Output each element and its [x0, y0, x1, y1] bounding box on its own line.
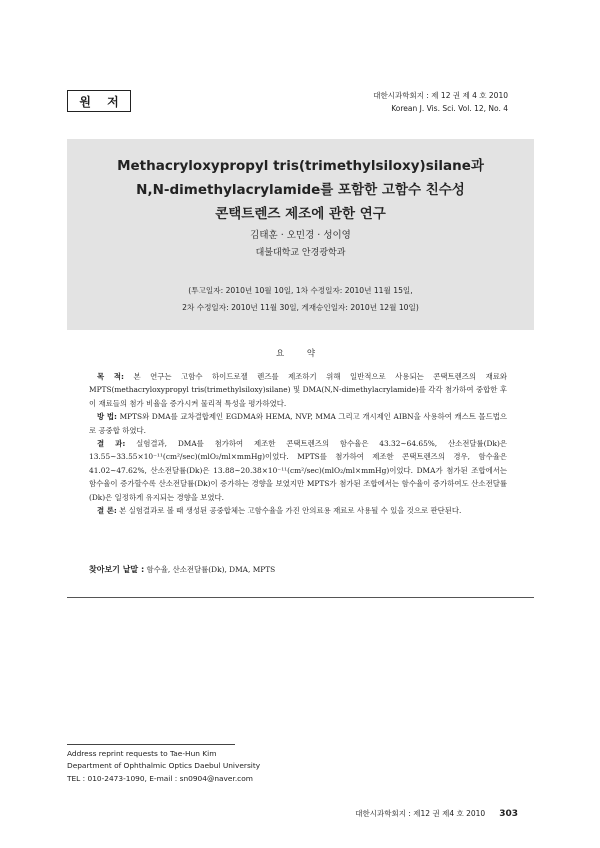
purpose-label: 목 적:	[97, 372, 124, 381]
authors: 김태훈 · 오민경 · 성이영	[250, 230, 351, 241]
purpose-text: 본 연구는 고함수 하이드로젤 렌즈를 제조하기 위해 일반적으로 사용되는 콘택트렌즈의 재료와 MPTS(methacryloxypropyl tris(trimethylsiloxy)silane) 및 DMA(N,N-dimethylacrylamide)를 각각 첨가하여 중합한 후 이 재료들의 첨가 비율을 증가시켜 물리적 특성을 평가하였다.	[89, 372, 507, 408]
dates-line-1: (투고일자: 2010년 10월 10일, 1차 수정일자: 2010년 11월 15일,	[188, 286, 413, 295]
abstract-methods	[89, 410, 507, 437]
submission-dates	[67, 282, 534, 316]
paper-title	[67, 154, 534, 226]
affiliation: 대불대학교 안경광학과	[255, 248, 346, 258]
footnote-line-2: Department of Ophthalmic Optics Daebul University	[67, 761, 261, 771]
dates-line-2: 2차 수정일자: 2010년 11월 30일, 게재승인일자: 2010년 12월 10일)	[182, 303, 419, 312]
abstract	[89, 370, 507, 517]
title-line-2: N,N-dimethylacrylamide를 포함한 고함수 친수성	[136, 182, 465, 198]
footnote	[67, 748, 367, 785]
journal-english: Korean J. Vis. Sci. Vol. 12, No. 4	[391, 104, 508, 113]
keywords-text: 함수율, 산소전달률(Dk), DMA, MPTS	[144, 565, 276, 574]
conclusion-label: 결 론:	[97, 506, 117, 516]
page-number: 303	[499, 809, 518, 819]
journal-korean: 대한시과학회지 : 제 12 권 제 4 호 2010	[373, 91, 508, 100]
title-line-1: Methacryloxypropyl tris(trimethylsiloxy)silane과	[117, 158, 484, 174]
results-label: 결 과:	[97, 439, 126, 449]
summary-heading: 요 약	[275, 349, 326, 359]
article-type-badge: 원 저	[67, 90, 131, 112]
footer-journal: 대한시과학회지 : 제12 권 제4 호 2010	[355, 809, 486, 818]
abstract-purpose	[89, 370, 507, 410]
journal-header	[373, 89, 508, 115]
title-line-3: 콘택트렌즈 제조에 관한 연구	[215, 206, 386, 222]
methods-label: 방 법:	[97, 412, 118, 422]
footnote-line-1: Address reprint requests to Tae-Hun Kim	[67, 749, 217, 758]
keywords-label: 찾아보기 낱말 :	[89, 565, 145, 574]
keywords	[89, 564, 507, 575]
abstract-results	[89, 437, 507, 504]
section-divider	[67, 597, 534, 598]
results-text: 실험결과, DMA를 첨가하여 제조한 콘택트렌즈의 함수율은 43.32~64.65%, 산소전달률(Dk)은 13.55~33.55×10⁻¹¹(cm²/sec)(mlO₂/ml×mmHg)이었다. MPTS를 첨가하여 제조한 콘택트렌즈의 경우, 함수율은 41.02~47.62%, 산소전달률(Dk)은 13.88~20.38×10⁻¹¹(cm²/sec)(mlO₂/ml×mmHg)이었다. DMA가 첨가된 조합에서는 함수율이 증가할수록 산소전달률(Dk)이 증가하는 경향을 보였지만 MPTS가 첨가된 조합에서는 함수율이 증가하여도 산소전달률(Dk)은 일정하게 유지되는 경향을 보였다.	[89, 439, 507, 502]
conclusion-text: 본 실험결과로 볼 때 생성된 공중합체는 고함수율을 가진 안의료용 재료로 사용될 수 있을 것으로 판단된다.	[116, 506, 462, 516]
page-footer	[355, 808, 518, 819]
methods-text: MPTS와 DMA를 교차결합제인 EGDMA와 HEMA, NVP, MMA 그리고 개시제인 AIBN을 사용하여 캐스트 몰드법으로 공중합 하였다.	[89, 412, 507, 435]
footnote-line-3: TEL : 010-2473-1090, E-mail : sn0904@naver.com	[67, 773, 253, 783]
footnote-divider	[67, 744, 235, 745]
abstract-conclusion	[89, 504, 507, 517]
